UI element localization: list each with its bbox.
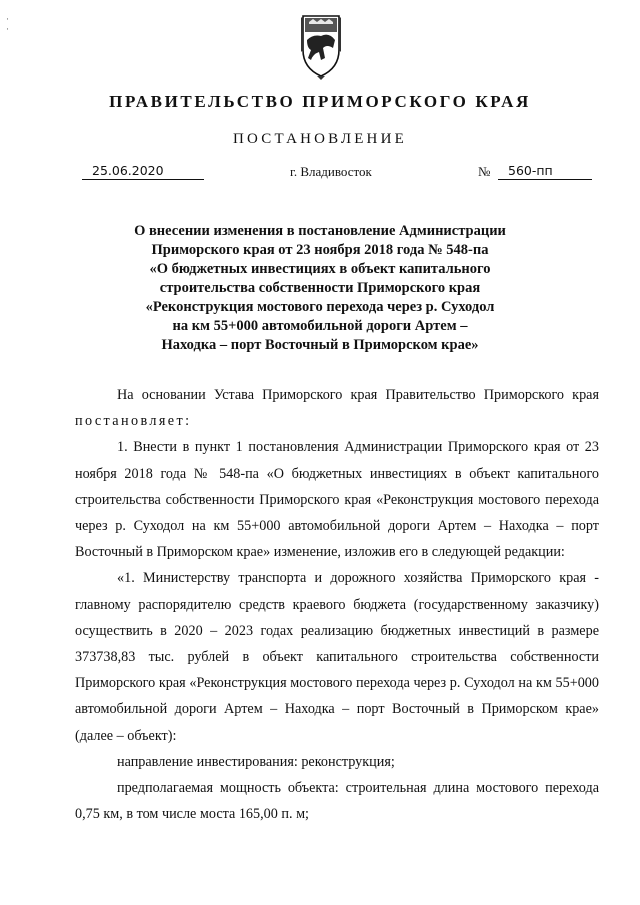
document-date: 25.06.2020 [92, 163, 164, 178]
subject-line: Находка – порт Восточный в Приморском крае» [161, 337, 479, 353]
intro-paragraph [75, 382, 599, 434]
subject-line: «Реконструкция мостового перехода через р. Суходол [145, 299, 495, 315]
investment-direction-paragraph: направление инвестирования: реконструкция; [117, 753, 395, 770]
subject-line: Приморского края от 23 ноября 2018 года № 548-па [151, 242, 489, 258]
document-subject [70, 222, 570, 355]
quoted-item-paragraph: «1. Министерству транспорта и дорожного хозяйства Приморского края - главному распорядителю средств краевого бюджета (государственному заказчику) осуществить в 2020 – 2023 годах реализацию бюджетных инвестиций в размере 373738,83 тыс. рублей в объект капитального строительства собственности Приморского края «Реконструкция мостового перехода через р. Суходол на км 55+000 автомобильной дороги Артем – Находка – порт Восточный в Приморском крае» (далее – объект): [75, 570, 599, 744]
subject-line: на км 55+000 автомобильной дороги Артем – [172, 318, 468, 334]
document-type: ПОСТАНОВЛЕНИЕ [233, 131, 407, 147]
document-number: 560-пп [508, 163, 553, 178]
item-1-paragraph: 1. Внести в пункт 1 постановления Администрации Приморского края от 23 ноября 2018 года № 548-па «О бюджетных инвестициях в объект капитального строительства собственности Приморского края «Реконструкция мостового перехода через р. Суходол на км 55+000 автомобильной дороги Артем – Находка – порт Восточный в Приморском крае» изменение, изложив его в следующей редакции: [75, 439, 599, 561]
date-field [82, 163, 204, 180]
government-title: ПРАВИТЕЛЬСТВО ПРИМОРСКОГО КРАЯ [109, 92, 531, 111]
decree-word: постановляет: [75, 413, 192, 430]
capacity-paragraph: предполагаемая мощность объекта: строительная длина мостового перехода 0,75 км, в том числе моста 165,00 п. м; [75, 780, 599, 823]
number-field [498, 163, 592, 180]
coat-of-arms-emblem [295, 10, 347, 82]
subject-line: «О бюджетных инвестициях в объект капитального [149, 261, 491, 277]
city-label: г. Владивосток [290, 164, 372, 179]
intro-text: На основании Устава Приморского края Правительство Приморского края [117, 387, 599, 403]
number-sign: № [478, 164, 491, 179]
document-body [75, 382, 599, 827]
subject-line: О внесении изменения в постановление Администрации [134, 223, 506, 239]
scan-mark: · · [6, 14, 9, 34]
subject-line: строительства собственности Приморского края [159, 280, 481, 296]
